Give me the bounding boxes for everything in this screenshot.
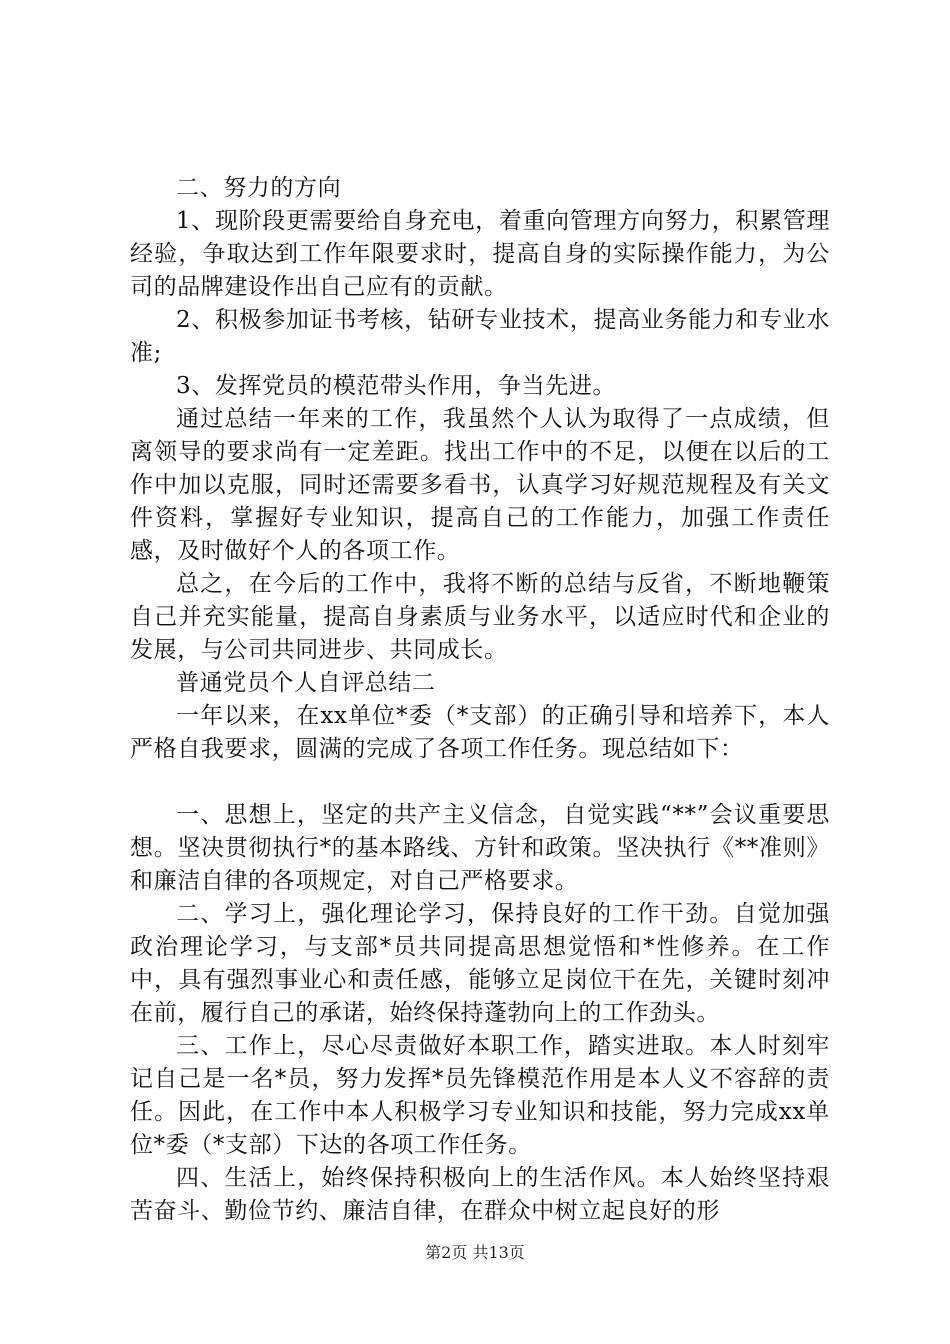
document-body	[130, 172, 830, 1228]
page-number-footer: 第2页 共13页	[425, 1243, 525, 1262]
section-heading-direction: 二、努力的方向	[176, 175, 342, 201]
paragraph-item-1: 1、现阶段更需要给自身充电，着重向管理方向努力，积累管理经验，争取达到工作年限要求时，提高自身的实际操作能力，为公司的品牌建设作出自己应有的贡献。	[130, 208, 830, 300]
section-title-part-two: 普通党员个人自评总结二	[176, 670, 436, 696]
paragraph-gap	[130, 766, 830, 799]
paragraph-item-2: 2、积极参加证书考核，钻研专业技术，提高业务能力和专业水准;	[130, 307, 830, 366]
paragraph-intro: 一年以来，在xx单位*委（*支部）的正确引导和培养下，本人严格自我要求，圆满的完成了各项工作任务。现总结如下：	[130, 703, 830, 762]
paragraph-work: 三、工作上，尽心尽责做好本职工作，踏实进取。本人时刻牢记自己是一名*员，努力发挥*员先锋模范作用是本人义不容辞的责任。因此，在工作中本人积极学习专业知识和技能，努力完成xx单位*委（*支部）下达的各项工作任务。	[130, 1033, 830, 1158]
paragraph-conclusion: 总之，在今后的工作中，我将不断的总结与反省，不断地鞭策自己并充实能量，提高自身素质与业务水平，以适应时代和企业的发展，与公司共同进步、共同成长。	[130, 571, 830, 663]
paragraph-life: 四、生活上，始终保持积极向上的生活作风。本人始终坚持艰苦奋斗、勤俭节约、廉洁自律，在群众中树立起良好的形	[130, 1165, 830, 1224]
paragraph-summary: 通过总结一年来的工作，我虽然个人认为取得了一点成绩，但离领导的要求尚有一定差距。找出工作中的不足，以便在以后的工作中加以克服，同时还需要多看书，认真学习好规范规程及有关文件资料，掌握好专业知识，提高自己的工作能力，加强工作责任感，及时做好个人的各项工作。	[130, 406, 830, 564]
paragraph-item-3: 3、发挥党员的模范带头作用，争当先进。	[176, 373, 617, 399]
paragraph-study: 二、学习上，强化理论学习，保持良好的工作干劲。自觉加强政治理论学习，与支部*员共同提高思想觉悟和*性修养。在工作中，具有强烈事业心和责任感，能够立足岗位干在先，关键时刻冲在前，履行自己的承诺，始终保持蓬勃向上的工作劲头。	[130, 901, 830, 1026]
paragraph-thought: 一、思想上，坚定的共产主义信念，自觉实践“**”会议重要思想。坚决贯彻执行*的基本路线、方针和政策。坚决执行《**准则》和廉洁自律的各项规定，对自己严格要求。	[130, 802, 830, 894]
